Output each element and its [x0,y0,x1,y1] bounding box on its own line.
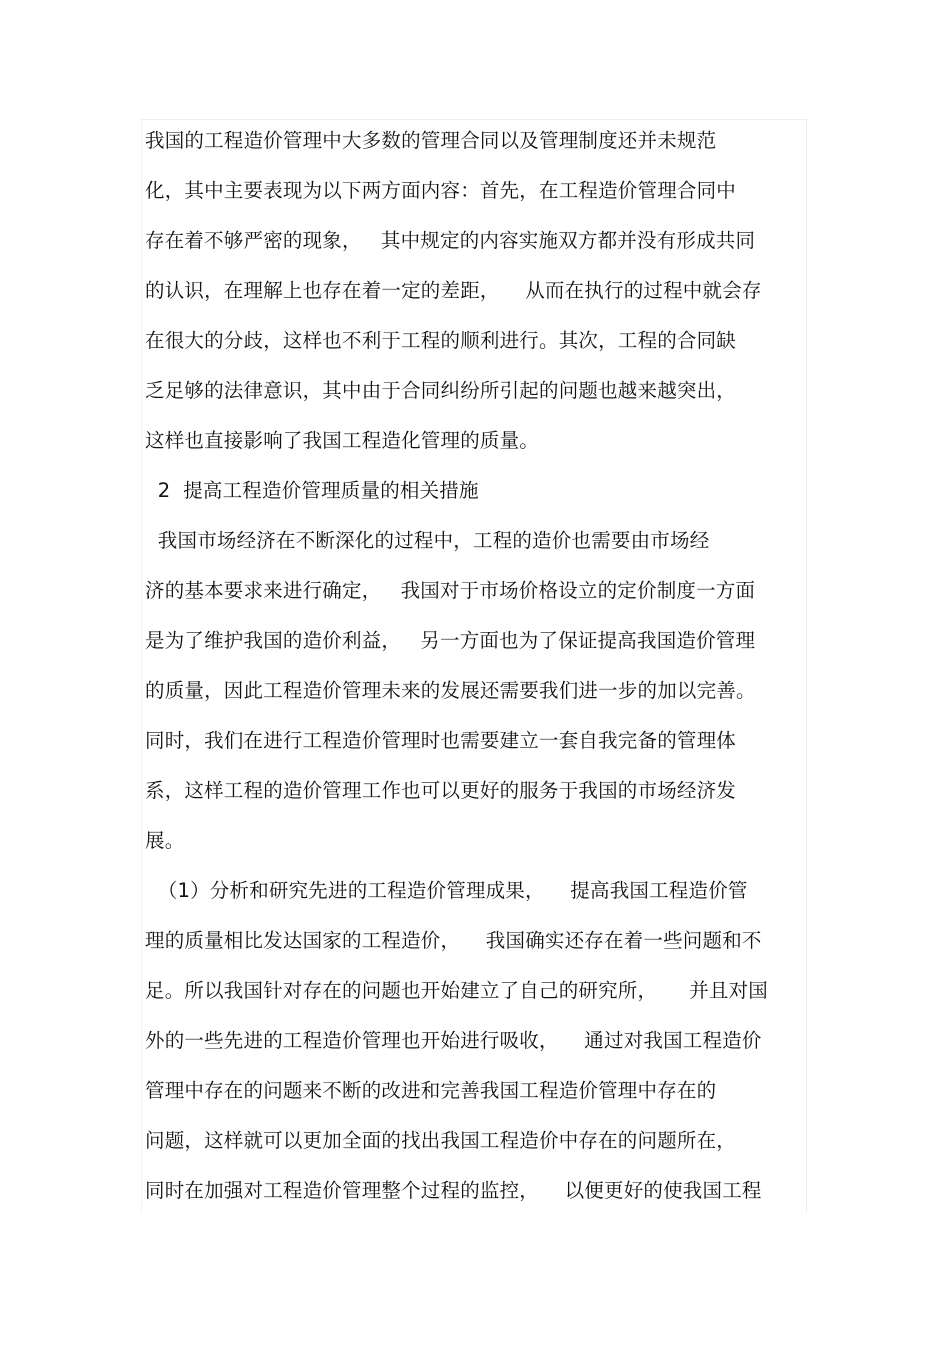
text-line: 的质量，因此工程造价管理未来的发展还需要我们进一步的加以完善。 [145,679,756,702]
text-line: 这样也直接影响了我国工程造化管理的质量。 [145,429,540,452]
text-line: 足。所以我国针对存在的问题也开始建立了自己的研究所， 并且对国 [145,979,768,1002]
text-line: 我国的工程造价管理中大多数的管理合同以及管理制度还并未规范 [145,129,717,152]
text-line: 乏足够的法律意识，其中由于合同纠纷所引起的问题也越来越突出， [145,379,737,402]
subsection-heading: （1）分析和研究先进的工程造价管理成果， 提高我国工程造价管 [145,879,748,902]
document-body [145,118,805,1218]
text-line: 系，这样工程的造价管理工作也可以更好的服务于我国的市场经济发 [145,779,737,802]
text-line: 展。 [145,829,185,852]
text-line: 问题，这样就可以更加全面的找出我国工程造价中存在的问题所在， [145,1129,737,1152]
text-line: 管理中存在的问题来不断的改进和完善我国工程造价管理中存在的 [145,1079,717,1102]
section-heading: 2 提高工程造价管理质量的相关措施 [145,479,479,502]
text-line: 济的基本要求来进行确定， 我国对于市场价格设立的定价制度一方面 [145,579,756,602]
text-line: 在很大的分歧，这样也不利于工程的顺利进行。其次，工程的合同缺 [145,329,737,352]
text-line: 我国市场经济在不断深化的过程中，工程的造价也需要由市场经 [145,529,710,552]
text-line: 外的一些先进的工程造价管理也开始进行吸收， 通过对我国工程造价 [145,1029,762,1052]
text-line: 的认识，在理解上也存在着一定的差距， 从而在执行的过程中就会存 [145,279,762,302]
text-line: 同时，我们在进行工程造价管理时也需要建立一套自我完备的管理体 [145,729,737,752]
text-line: 存在着不够严密的现象， 其中规定的内容实施双方都并没有形成共同 [145,229,756,252]
text-line: 同时在加强对工程造价管理整个过程的监控， 以便更好的使我国工程 [145,1179,762,1202]
text-line: 化，其中主要表现为以下两方面内容：首先，在工程造价管理合同中 [145,179,737,202]
text-line: 理的质量相比发达国家的工程造价， 我国确实还存在着一些问题和不 [145,929,762,952]
text-line: 是为了维护我国的造价利益， 另一方面也为了保证提高我国造价管理 [145,629,756,652]
